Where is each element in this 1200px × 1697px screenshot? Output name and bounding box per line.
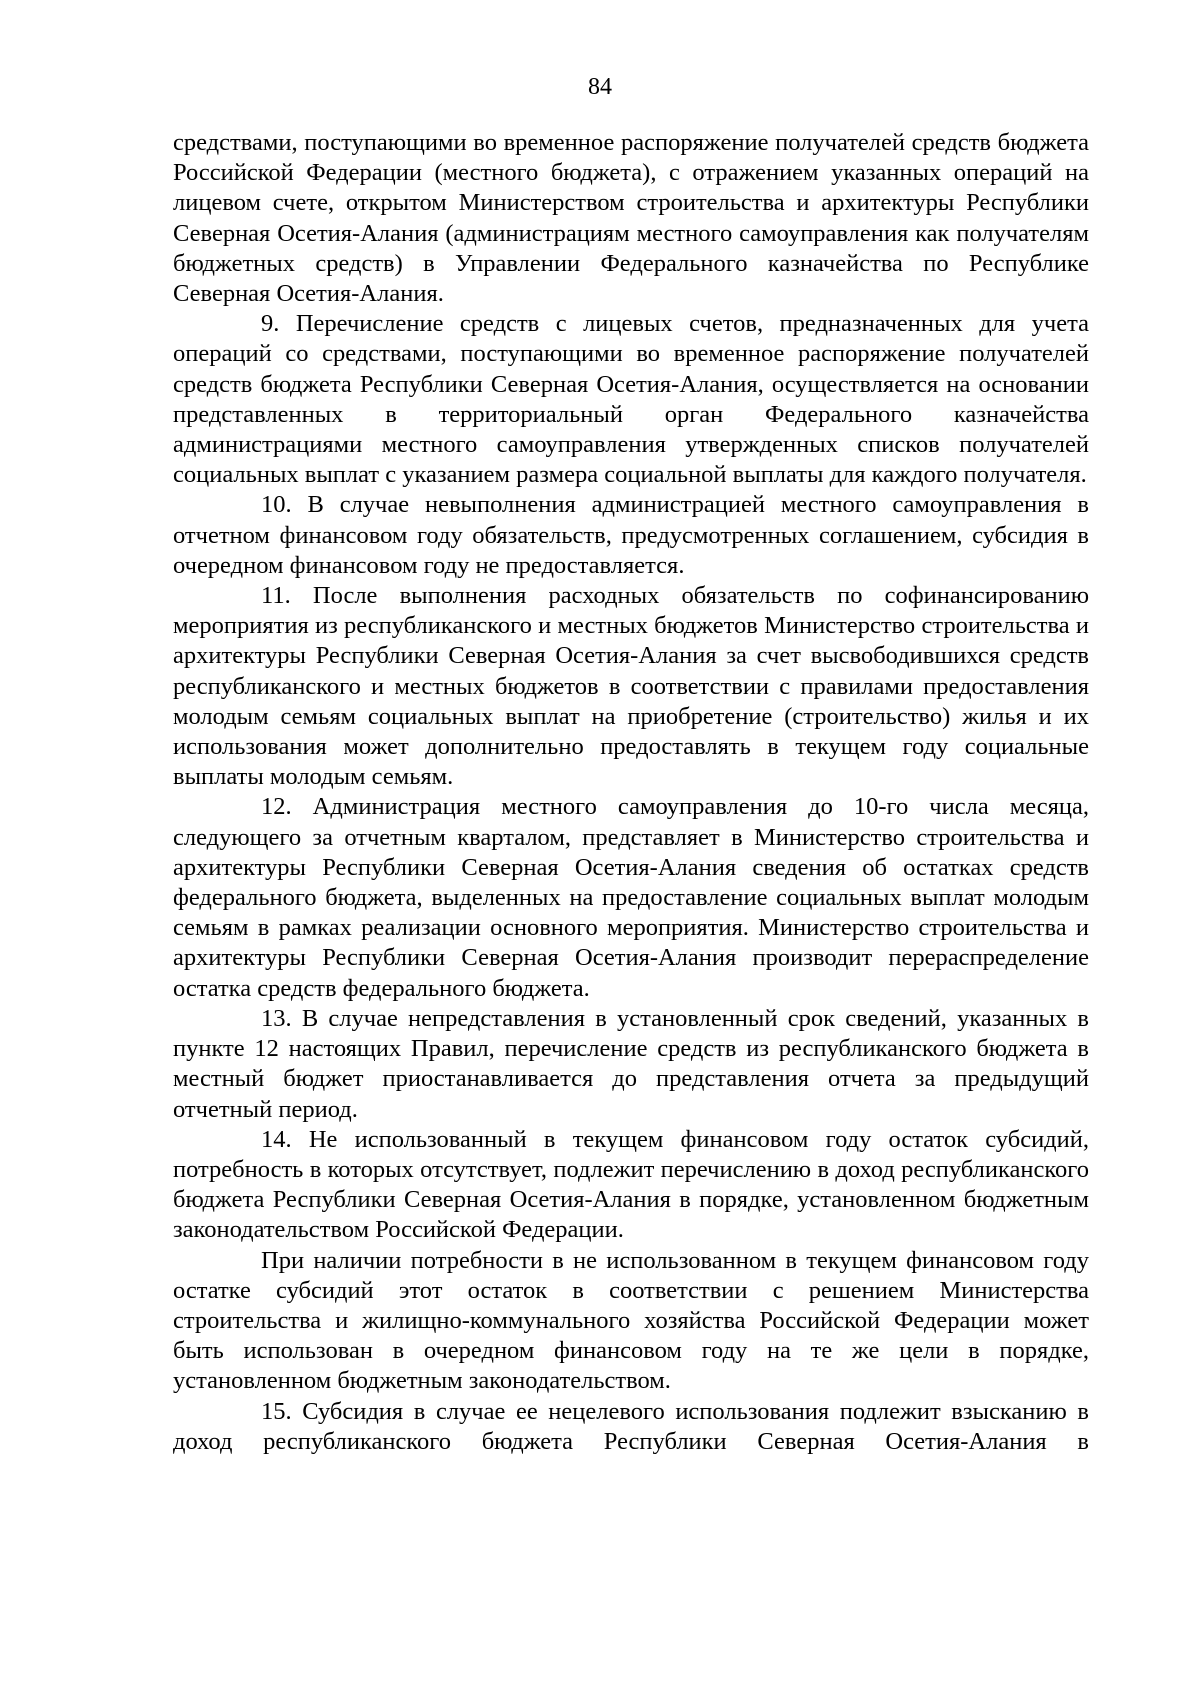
page-number: 84 (588, 74, 612, 100)
paragraph-item-12: 12. Администрация местного самоуправления до 10-го числа месяца, следующего за отчетным кварталом, представляет в Министерство строительства и архитектуры Республики Северная Осетия-Алания сведения об остатках средств федерального бюджета, выделенных на предоставление социальных выплат молодым семьям в рамках реализации основного мероприятия. Министерство строительства и архитектуры Республики Северная Осетия-Алания производит перераспределение остатка средств федерального бюджета. (173, 793, 1089, 1002)
document-body (173, 128, 1089, 1457)
paragraph-item-14: 14. Не использованный в текущем финансовом году остаток субсидий, потребность в которых отсутствует, подлежит перечислению в доход республиканского бюджета Республики Северная Осетия-Алания в порядке, установленном бюджетным законодательством Российской Федерации. (173, 1125, 1089, 1244)
paragraph-item-10: 10. В случае невыполнения администрацией местного самоуправления в отчетном финансовом году обязательств, предусмотренных соглашением, субсидия в очередном финансовом году не предоставляется. (173, 491, 1089, 579)
paragraph-item-15: 15. Субсидия в случае ее нецелевого использования подлежит взысканию в доход республиканского бюджета Республики Северная Осетия-Алания в (173, 1397, 1089, 1455)
paragraph-item-9: 9. Перечисление средств с лицевых счетов, предназначенных для учета операций со средствами, поступающими во временное распоряжение получателей средств бюджета Республики Северная Осетия-Алания, осуществляется на основании представленных в территориальный орган Федерального казначейства администрациями местного самоуправления утвержденных списков получателей социальных выплат с указанием размера социальной выплаты для каждого получателя. (173, 310, 1089, 489)
paragraph-item-11: 11. После выполнения расходных обязательств по софинансированию мероприятия из республиканского и местных бюджетов Министерство строительства и архитектуры Республики Северная Осетия-Алания за счет высвободившихся средств республиканского и местных бюджетов в соответствии с правилами предоставления молодым семьям социальных выплат на приобретение (строительство) жилья и их использования может дополнительно предоставлять в текущем году социальные выплаты молодым семьям. (173, 582, 1089, 791)
paragraph-continuation: средствами, поступающими во временное распоряжение получателей средств бюджета Российской Федерации (местного бюджета), с отражением указанных операций на лицевом счете, открытом Министерством строительства и архитектуры Республики Северная Осетия-Алания (администрациям местного самоуправления как получателям бюджетных средств) в Управлении Федерального казначейства по Республике Северная Осетия-Алания. (173, 129, 1089, 308)
paragraph-item-13: 13. В случае непредставления в установленный срок сведений, указанных в пункте 12 настоящих Правил, перечисление средств из республиканского бюджета в местный бюджет приостанавливается до представления отчета за предыдущий отчетный период. (173, 1004, 1089, 1123)
paragraph-item-14-remainder: При наличии потребности в не использованном в текущем финансовом году остатке субсидий этот остаток в соответствии с решением Министерства строительства и жилищно-коммунального хозяйства Российской Федерации может быть использован в очередном финансовом году на те же цели в порядке, установленном бюджетным законодательством. (173, 1246, 1089, 1395)
